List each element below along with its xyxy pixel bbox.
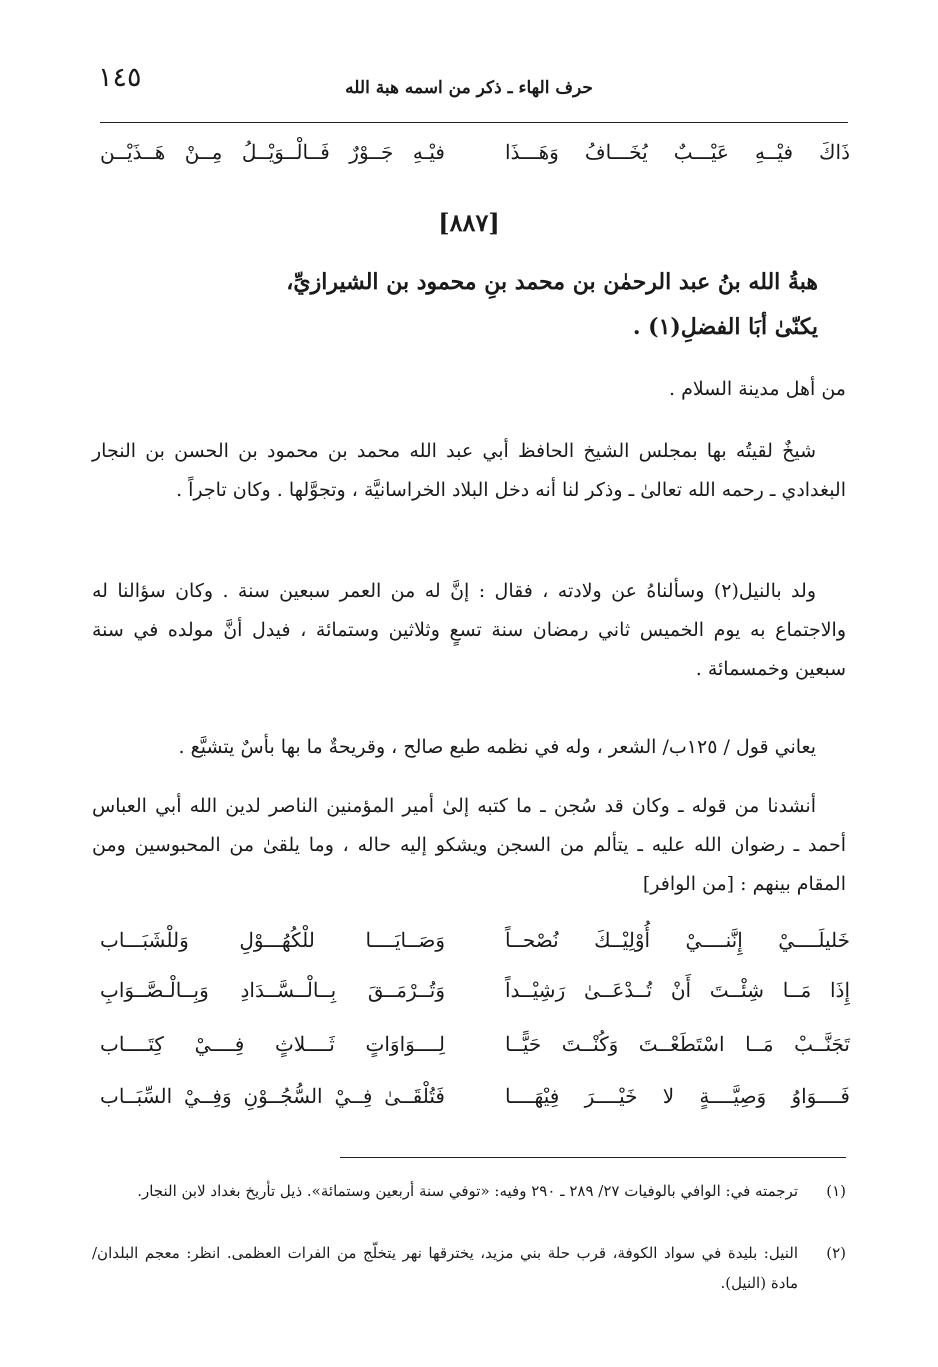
header-rule xyxy=(100,122,848,123)
footnote xyxy=(92,1238,846,1298)
verse-hemistich-left: لِــــوَاوَاتٍ ثَــــلاثٍ فِــــيْ كِتَــــاب xyxy=(100,1032,445,1056)
footnote xyxy=(92,1176,846,1206)
entry-title-line-2: يكنّىٰ أبَا الفضلِ(١) . xyxy=(632,314,818,340)
footnote-number: (١) xyxy=(826,1182,846,1200)
verse-hemistich-right: تَجَنَّــبْ مَــا اسْتَطَعْــتَ وَكُنْــتَ حَيًّــا xyxy=(505,1032,850,1056)
footnote-rule xyxy=(340,1157,846,1158)
poem-verse xyxy=(100,978,850,1018)
entry-number: [٨٨٧] xyxy=(438,208,500,237)
footnote-text: ترجمته في: الوافي بالوفيات ٢٧/ ٢٨٩ ـ ٢٩٠ وفيه: «توفي سنة أربعين وستمائة». ذيل تأريخ بغداد لابن النجار. xyxy=(137,1182,798,1200)
paragraph: يعاني قول / ١٢٥ب/ الشعر ، وله في نظمه طبع صالح ، وقريحةٌ ما بها بأسٌ يتشيَّع . xyxy=(178,736,816,758)
footnote-number: (٢) xyxy=(826,1244,846,1262)
verse-hemistich-right: فَــــوَاوُ وَصِيَّــــةٍ لا خَيْــــرَ فِيْهَــــا xyxy=(505,1084,850,1108)
verse-hemistich-right: ذَاكَ فيْــهِ عَيْـــبٌ يُخَـــافُ وَهَـــذَا xyxy=(505,140,850,164)
poem-verse xyxy=(100,1032,850,1072)
paragraph: شيخٌ لقيتُه بها بمجلس الشيخ الحافظ أبي عبد الله محمد بن محمود بن الحسن بن النجار البغدادي ـ رحمه الله تعالىٰ ـ وذكر لنا أنه دخل البلاد الخراسانيَّة ، وتجوَّلها . وكان تاجراً . xyxy=(92,440,846,501)
verse-hemistich-left: وَتُــرْمَــقَ بِــالْــسَّــدَادِ وَبِــالْـصَّــوَابِ xyxy=(100,978,445,1002)
verse-hemistich-right: إِذَا مَــا شِئْــتَ أَنْ تُــدْعَــىٰ رَشِيْــداً xyxy=(505,978,850,1002)
verse-hemistich-left: فَتُلْقَــىٰ فِــيْ السُّجُــوْنِ وَفِــيْ السِّبَــاب xyxy=(100,1084,445,1108)
verse-hemistich-left: فيْـهِ جَــوْرٌ فَــالْــوَيْــلُ مِــنْ هَــذَيْــن xyxy=(100,140,445,164)
paragraph: أنشدنا من قوله ـ وكان قد سُجن ـ ما كتبه إلىٰ أمير المؤمنين الناصر لدين الله أبي العباس أحمد ـ رضوان الله عليه ـ يتألم من السجن ويشكو إليه حاله ، وما يلقىٰ من المحبوسين ومن المقام بينهم : [من الوافر] xyxy=(92,795,846,895)
top-verse xyxy=(100,140,850,180)
poem-verse xyxy=(100,928,850,968)
verse-hemistich-right: خَليلَــــيْ إِنَّنــــيْ أُوْلِيْــكَ نُصْحــاً xyxy=(505,928,850,952)
entry-title-line-1: هبةُ الله بنُ عبد الرحمٰن بن محمد بنِ محمود بن الشيرازيِّ، xyxy=(286,269,818,295)
paragraph: ولد بالنيل(٢) وسألناهُ عن ولادته ، فقال : إنَّ له من العمر سبعين سنة . وكان سؤالنا له والاجتماع به يوم الخميس ثاني رمضان سنة تسعٍ وثلاثين وستمائة ، فيدل أنَّ مولده في سنة سبعين وخمسمائة . xyxy=(92,580,846,680)
running-title: حرف الهاء ـ ذكر من اسمه هبة الله xyxy=(345,78,593,98)
poem-verse xyxy=(100,1084,850,1124)
footnote-text: النيل: بليدة في سواد الكوفة، قرب حلة بني مزيد، يخترقها نهر يتخلّج من الفرات العظمى. انظر: معجم البلدان/ مادة (النيل). xyxy=(92,1244,798,1292)
paragraph: من أهل مدينة السلام . xyxy=(668,378,846,400)
page-number: ١٤٥ xyxy=(98,62,142,93)
verse-hemistich-left: وَصَــايَــــا للْكُهُـــوْلِ وَللْشَبَـــاب xyxy=(100,928,445,952)
